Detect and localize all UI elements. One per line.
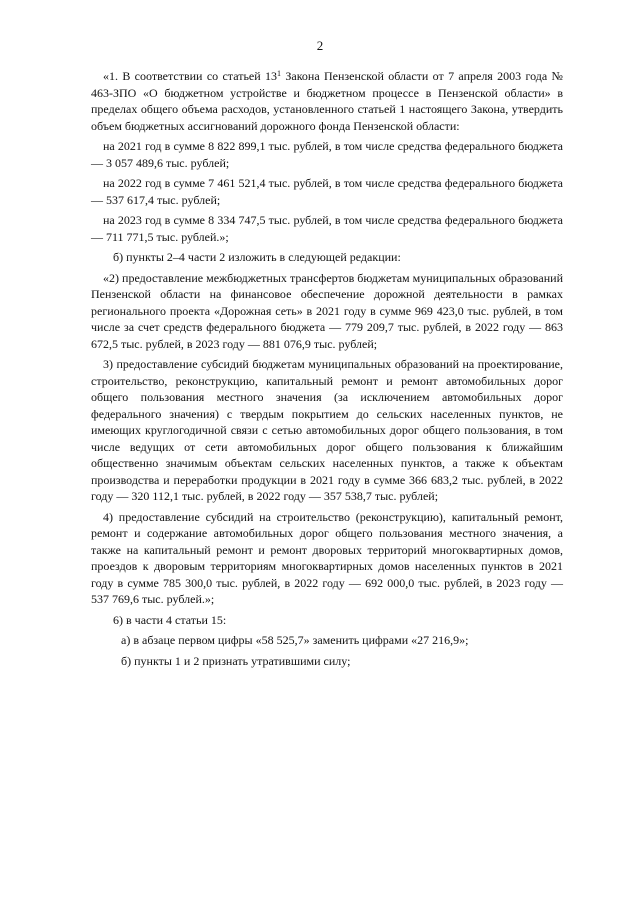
superscript-1: 1 (277, 69, 282, 78)
paragraph-item-4: 4) предоставление субсидий на строительство (реконструкцию), капитальный ремонт, ремонт и содержание автомобильных дорог общего пользования местного значения, а также на капитальный ремонт и ремонт дворовых территорий многоквартирных домов, проездов к дворовым территориям многоквартирных домов населенных пунктов в 2021 году в сумме 785 300,0 тыс. рублей, в 2022 году — 692 000,0 тыс. рублей, в 2023 году — 537 769,6 тыс. рублей.»; (91, 509, 563, 606)
document-body (91, 68, 563, 673)
paragraph-clause-6: 6) в части 4 статьи 15: (113, 612, 227, 627)
paragraph-item-2: «2) предоставление межбюджетных трансфертов бюджетам муниципальных образований Пензенской области на финансовое обеспечение дорожной деятельности в рамках регионального проекта «Дорожная сеть» в 2021 году в сумме 969 423,0 тыс. рублей, в том числе за счет средств федерального бюджета — 779 209,7 тыс. рублей, в 2022 году — 863 672,5 тыс. рублей, в 2023 году — 881 076,9 тыс. рублей; (91, 270, 563, 351)
paragraph-subclause-a: а) в абзаце первом цифры «58 525,7» заменить цифрами «27 216,9»; (121, 633, 469, 647)
paragraph-subclause-b: б) пункты 1 и 2 признать утратившими силу; (121, 653, 351, 668)
paragraph-road-fund-start: «1. В соответствии со статьей 13 (103, 69, 278, 83)
paragraph-2022: на 2022 год в сумме 7 461 521,4 тыс. рублей, в том числе средства федерального бюджета — 537 617,4 тыс. рублей; (91, 176, 563, 207)
paragraph-clause-b: б) пункты 2–4 части 2 изложить в следующей редакции: (113, 250, 401, 264)
paragraph-2021: на 2021 год в сумме 8 822 899,1 тыс. рублей, в том числе средства федерального бюджета — 3 057 489,6 тыс. рублей; (91, 139, 563, 170)
paragraph-road-fund (91, 68, 563, 134)
paragraph-road-fund-rest: Закона Пензенской области от 7 апреля 2003 года № 463-ЗПО «О бюджетном устройстве и бюджетном процессе в Пензенской области» в пределах общего объема расходов, установленного статьей 1 настоящего Закона, утвердить объем бюджетных ассигнований дорожного фонда Пензенской области: (91, 69, 563, 133)
page-number: 2 (316, 38, 324, 53)
paragraph-item-3: 3) предоставление субсидий бюджетам муниципальных образований на проектирование, строительство, реконструкцию, капитальный ремонт и ремонт автомобильных дорог общего пользования местного значения (за исключением автомобильных дорог федерального значения) с твердым покрытием до сельских населенных пунктов, не имеющих круглогодичной связи с сетью автомобильных дорог общего пользования, в том числе ведущих от сети автомобильных дорог общего пользования к ближайшим общественно значимым объектам сельских населенных пунктов, а также к объектам производства и переработки продукции в 2021 году в сумме 366 683,2 тыс. рублей, в 2022 году — 320 112,1 тыс. рублей, в 2022 году — 357 538,7 тыс. рублей; (91, 357, 563, 503)
paragraph-2023: на 2023 год в сумме 8 334 747,5 тыс. рублей, в том числе средства федерального бюджета — 711 771,5 тыс. рублей.»; (91, 213, 563, 244)
